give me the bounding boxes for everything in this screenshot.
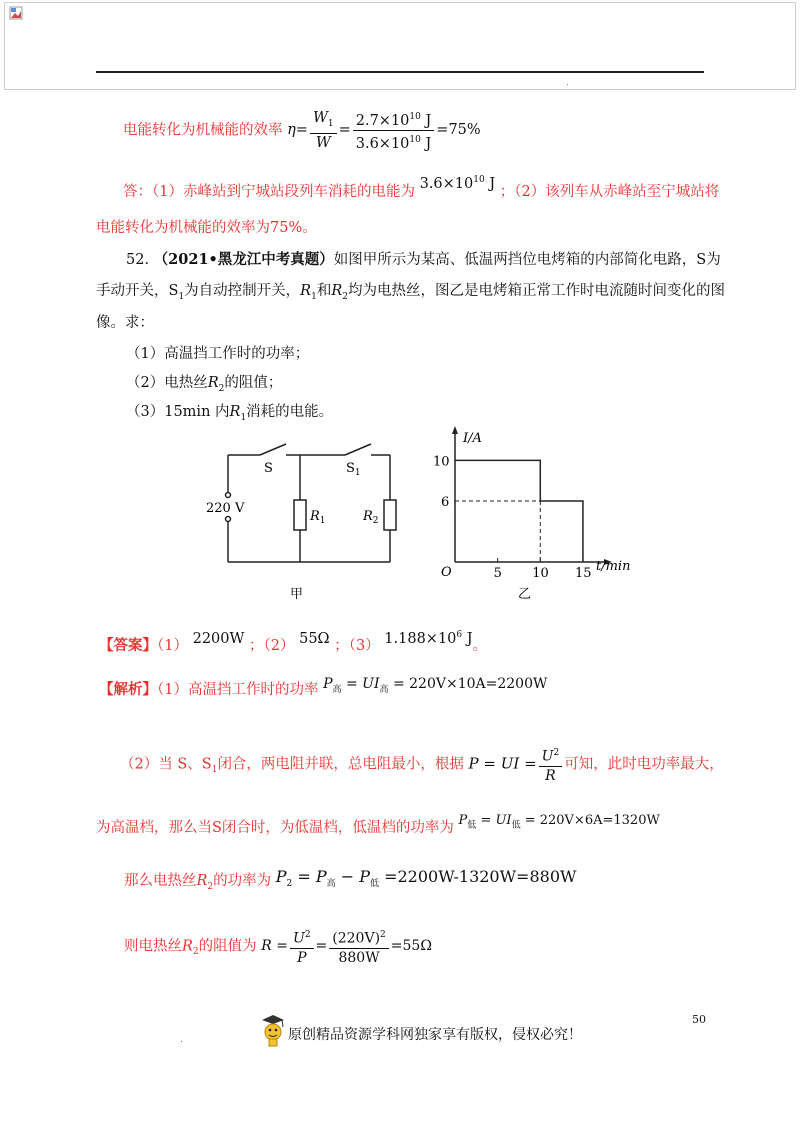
- analysis-text-1: （1）高温挡工作时的功率: [157, 682, 319, 698]
- frac-num: W: [312, 109, 328, 126]
- analysis-formula-4: [275, 867, 577, 890]
- question-3: [126, 402, 333, 428]
- formula-sym: P: [323, 676, 333, 692]
- answer-v3-base: 1.188×10: [384, 630, 457, 647]
- switch-s: [260, 444, 286, 455]
- r2-sub: 2: [192, 947, 199, 958]
- analysis-line-3: [96, 813, 660, 844]
- answer-energy-unit: J: [484, 175, 496, 192]
- current-time-graph: [433, 426, 630, 581]
- problem-source: （2021•黑龙江中考真题）: [153, 251, 334, 268]
- terminal-bottom: [226, 517, 231, 522]
- voltage-label: 220 V: [206, 501, 245, 516]
- formula-sub: 低: [369, 879, 379, 890]
- s1-letter: S: [346, 461, 355, 476]
- q2-r-symbol: R: [207, 375, 219, 391]
- problem-figure: [200, 430, 631, 610]
- page-number: 50: [692, 1013, 706, 1026]
- frac-num: (220V): [332, 930, 381, 947]
- formula-rest: = 220V×6A=1320W: [520, 813, 660, 828]
- formula-sub: 高: [326, 879, 336, 890]
- u2-over-r: [539, 744, 563, 785]
- r2-symbol: R: [196, 873, 208, 889]
- answer-energy: [420, 176, 496, 192]
- problem-text-2c: 和: [316, 283, 332, 299]
- u2-over-p: [290, 926, 314, 967]
- analysis-text-5b: 的阻值为: [198, 938, 257, 955]
- analysis-line-1: [99, 676, 548, 706]
- r1-sub: 1: [311, 291, 317, 302]
- answer-end: 。: [472, 637, 488, 654]
- q2-text-a: （2）电热丝: [126, 375, 208, 391]
- frac-num-exp: 2: [304, 930, 311, 940]
- answer-value-2: 55Ω: [299, 630, 330, 647]
- voltage-over-power: [329, 926, 389, 967]
- y-tick-label: 10: [433, 454, 450, 470]
- s1-subscript: 1: [354, 468, 361, 478]
- formula-sym: P: [275, 867, 287, 886]
- question-2: [126, 373, 282, 399]
- label-jia: 甲: [290, 587, 304, 602]
- efficiency-result: =75%: [436, 122, 481, 139]
- header-frame: [4, 2, 796, 90]
- switch-s1: [345, 444, 371, 455]
- copyright-notice: 原创精品资源学科网独家享有版权，侵权必究！: [288, 1027, 582, 1043]
- formula-sym: R =: [261, 938, 288, 955]
- power-formula: P = UI =: [468, 754, 537, 773]
- problem-line-2: [96, 281, 725, 307]
- problem-text-1: 如图甲所示为某高、低温两挡位电烤箱的内部简化电路，S为: [333, 252, 721, 268]
- r1-label: [309, 509, 326, 526]
- formula-sub: 高: [332, 684, 342, 695]
- r1-letter: R: [310, 509, 320, 524]
- formula-sym: = P: [292, 867, 327, 886]
- q3-text-a: （3）15min 内: [126, 404, 230, 420]
- frac-den: 880W: [338, 949, 380, 966]
- header-rule: [96, 71, 704, 73]
- analysis-formula-1: [323, 676, 548, 695]
- r2-symbol: R: [331, 283, 343, 299]
- analysis-text-2a: （2）当 S、S: [120, 756, 212, 773]
- formula-sym: P: [458, 813, 468, 828]
- frac-den: W: [315, 134, 331, 151]
- problem-line-1: [126, 250, 721, 270]
- terminal-top: [226, 493, 231, 498]
- answer-energy-value: 3.6×10: [419, 175, 474, 192]
- answer-line-1: [123, 175, 720, 202]
- r2-letter: R: [363, 509, 373, 524]
- formula-sub: 低: [467, 820, 477, 831]
- answer-prefix: 答：（1）赤峰站到宁城站段列车消耗的电能为: [123, 183, 415, 200]
- efficiency-formula: η= $\frac{W_1}{W}$ = $\frac{2.7\times 10^{10} J}{3.6\times 10^{10} J}$ =75%: [287, 109, 481, 152]
- current-series-line: [455, 460, 583, 562]
- fraction-w1-w: [310, 109, 337, 152]
- r2-label: [362, 509, 379, 526]
- efficiency-line: [123, 108, 481, 153]
- problem-text-2a: 手动开关，S: [96, 283, 179, 299]
- eta-symbol: η: [287, 122, 296, 139]
- origin-label: O: [441, 565, 452, 580]
- answer-part-2: ；（2）: [249, 637, 295, 654]
- formula-sub: 2: [286, 879, 293, 890]
- circuit-diagram: [226, 444, 397, 562]
- answer-value-3: [384, 631, 472, 647]
- r2-subscript: 2: [372, 516, 379, 526]
- footer-dot: .: [180, 1035, 183, 1045]
- q3-r-symbol: R: [229, 404, 241, 420]
- problem-line-3: 像。求：: [96, 315, 154, 331]
- y-axis-arrow: [452, 426, 458, 434]
- formula-rest: =2200W-1320W=880W: [378, 867, 577, 886]
- analysis-s1-sub: 1: [211, 765, 218, 776]
- answer-tag: 【答案】: [99, 636, 157, 654]
- mascot-logo-icon: [258, 1012, 288, 1048]
- frac-num: 2.7×10: [355, 112, 410, 129]
- frac-num: U: [293, 930, 305, 947]
- y-tick-label: 6: [441, 495, 450, 510]
- analysis-text-2b: 闭合，两电阻并联，总电阻最小，根据: [217, 756, 464, 773]
- r1-symbol: R: [300, 283, 312, 299]
- equals-sign: =: [295, 122, 308, 139]
- header-dot: .: [566, 78, 569, 88]
- x-axis-label: t/min: [596, 559, 631, 574]
- answer-value-1: 2200W: [192, 630, 245, 647]
- efficiency-label: 电能转化为机械能的效率: [123, 122, 283, 139]
- frac-den-unit: J: [420, 135, 432, 152]
- r2-sub: 2: [342, 291, 348, 302]
- formula-sym: = UI: [341, 676, 380, 692]
- frac-num-exp: 2: [553, 748, 560, 758]
- answer-energy-exp: 10: [473, 175, 485, 185]
- problem-number: 52.: [126, 252, 150, 268]
- frac-num-exp: 10: [409, 112, 421, 122]
- fraction-energy: [353, 108, 435, 153]
- analysis-text-5a: 则电热丝: [124, 938, 182, 955]
- switch-s1-label: [346, 461, 361, 478]
- q2-r-sub: 2: [218, 383, 225, 394]
- analysis-text-4a: 那么电热丝: [124, 873, 197, 889]
- analysis-line-5: [124, 926, 432, 967]
- formula-sub: 低: [511, 820, 521, 831]
- answer-v3-exp: 6: [456, 630, 463, 640]
- answer-summary: [99, 632, 487, 656]
- formula-result: =55Ω: [390, 938, 432, 955]
- problem-text-2b: 为自动控制开关，: [184, 283, 301, 299]
- q3-text-b: 消耗的电能。: [246, 404, 334, 420]
- y-axis-label: I/A: [463, 431, 482, 446]
- frac-den: P: [297, 949, 307, 966]
- r2-sub: 2: [207, 881, 214, 892]
- frac-num-exp: 2: [380, 930, 386, 940]
- q2-text-b: 的阻值；: [224, 375, 283, 391]
- r1-subscript: 1: [319, 516, 326, 526]
- analysis-line-4: [124, 867, 577, 897]
- r2-symbol: R: [182, 938, 193, 955]
- problem-text-2d: 均为电热丝，图乙是电烤箱正常工作时电流随时间变化的图: [347, 283, 725, 299]
- answer-line-2: 电能转化为机械能的效率为75%。: [96, 220, 317, 236]
- analysis-text-3: 为高温档，那么当S闭合时，为低温档，低温档的功率为: [96, 820, 454, 836]
- formula-sub: 高: [379, 684, 389, 695]
- frac-den-exp: 10: [409, 134, 421, 145]
- switch-s-label: S: [264, 461, 273, 476]
- answer-suffix: ；（2）该列车从赤峰站至宁城站将: [499, 183, 720, 200]
- analysis-formula-5: [261, 930, 432, 966]
- x-tick-label: 15: [574, 566, 592, 581]
- x-tick-label: 5: [493, 566, 502, 581]
- s1-sub: 1: [178, 291, 185, 302]
- analysis-line-2: [120, 744, 724, 785]
- answer-v3-unit: J: [462, 630, 473, 647]
- x-tick-label: 10: [532, 566, 549, 581]
- resistor-r2: [384, 500, 396, 530]
- formula-sym: − P: [335, 867, 370, 886]
- resistor-r1: [294, 500, 306, 530]
- q3-r-sub: 1: [240, 412, 247, 423]
- analysis-text-4b: 的功率为: [213, 873, 272, 889]
- analysis-text-2c: 可知，此时电功率最大，: [564, 756, 724, 773]
- answer-part-1: （1）: [157, 637, 188, 654]
- formula-sym: = UI: [476, 813, 512, 828]
- answer-part-3: ；（3）: [334, 637, 380, 654]
- formula-rest: = 220V×10A=2200W: [388, 676, 548, 692]
- analysis-tag: 【解析】: [99, 681, 157, 698]
- frac-den: 3.6×10: [355, 135, 410, 152]
- frac-num: U: [541, 748, 554, 765]
- frac-num-sub: 1: [327, 118, 334, 129]
- equals-sign: =: [315, 938, 328, 955]
- frac-num-unit: J: [420, 112, 432, 129]
- frac-den: R: [545, 767, 556, 784]
- question-1: （1）高温挡工作时的功率；: [126, 346, 310, 362]
- label-yi: 乙: [518, 587, 532, 602]
- broken-image-icon: [9, 6, 23, 20]
- analysis-formula-3: [458, 813, 660, 831]
